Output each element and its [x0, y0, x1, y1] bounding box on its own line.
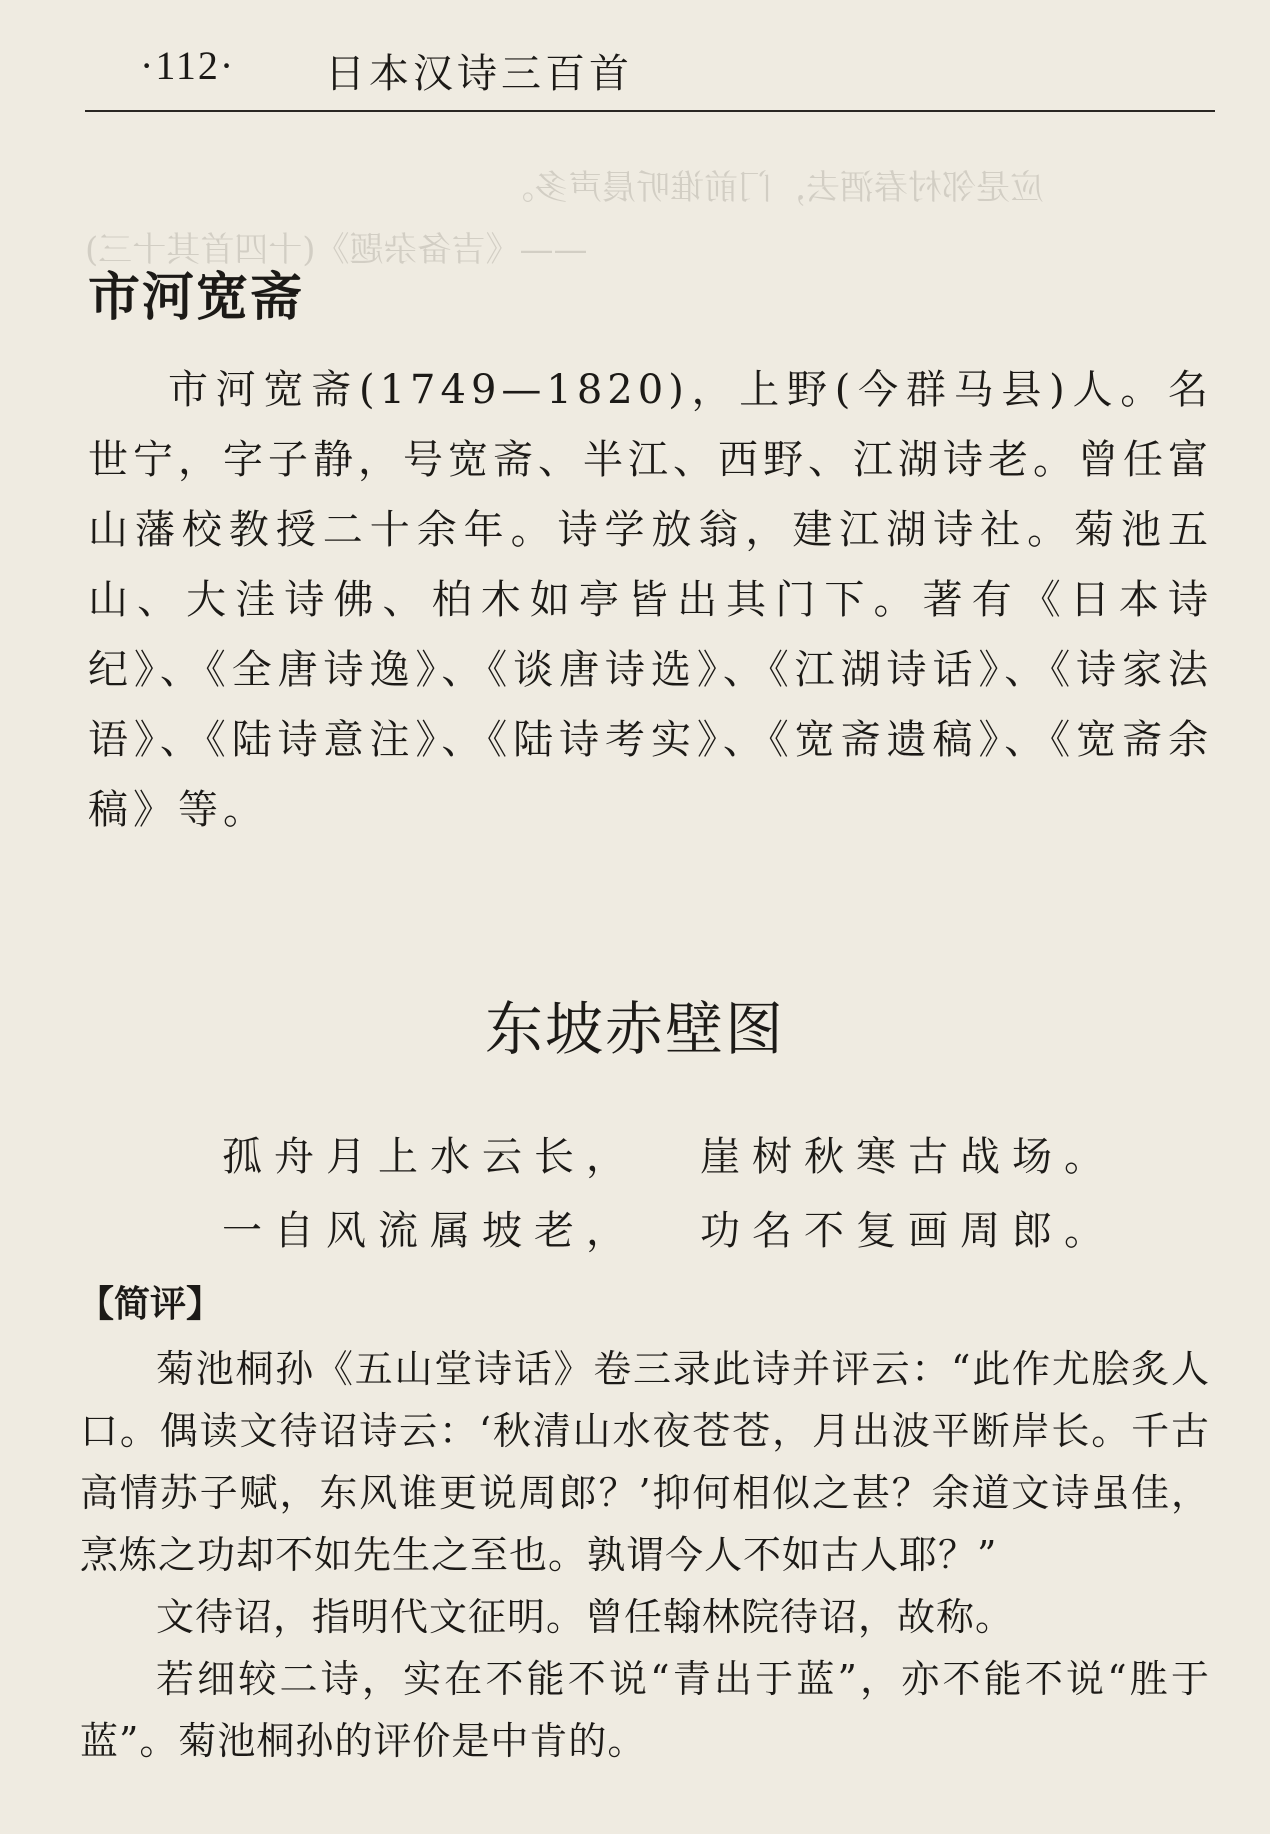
- poem-couplet: [222, 1199, 1182, 1273]
- comment-heading: 【简评】: [78, 1284, 223, 1325]
- running-header: [85, 42, 1215, 104]
- book-title: 日本汉诗三百首: [325, 51, 633, 97]
- poem-line: 孤舟月上水云长，: [222, 1134, 638, 1180]
- comment-paragraph: 若细较二诗，实在不能不说“青出于蓝”，亦不能不说“胜于蓝”。菊池桐孙的评价是中肯的。: [80, 1657, 1210, 1763]
- comment-body: [80, 1338, 1210, 1772]
- author-name: 市河宽斋: [88, 268, 305, 328]
- poem-title: 东坡赤壁图: [484, 995, 785, 1063]
- comment-paragraph: 菊池桐孙《五山堂诗话》卷三录此诗并评云：“此作尤脍炙人口。偶读文待诏诗云：‘秋清山水夜苍苍，月出波平断岸长。千古高情苏子赋，东风谁更说周郎？’抑何相似之甚？余道文诗虽佳，烹炼之功却不如先生之至也。孰谓今人不如古人耶？”: [80, 1347, 1210, 1577]
- poem-line: 一自风流属坡老，: [222, 1208, 638, 1254]
- poem-line: 功名不复画周郎。: [700, 1208, 1116, 1254]
- header-rule: [85, 110, 1215, 112]
- author-bio: 市河宽斋(1749—1820)，上野(今群马县)人。名世宁，字子静，号宽斋、半江、西野、江湖诗老。曾任富山藩校教授二十余年。诗学放翁，建江湖诗社。菊池五山、大洼诗佛、柏木如亭皆出其门下。著有《日本诗纪》、《全唐诗逸》、《谈唐诗选》、《江湖诗话》、《诗家法语》、《陆诗意注》、《陆诗考实》、《宽斋遗稿》、《宽斋余稿》等。: [88, 367, 1213, 833]
- poem-body: [222, 1125, 1182, 1273]
- poem-couplet: [222, 1125, 1182, 1199]
- bleed-through-text: ——《吉备杂题》(十四首其十三): [85, 230, 588, 270]
- poem-line: 崖树秋寒古战场。: [700, 1134, 1116, 1180]
- page-number: ·112·: [140, 43, 236, 88]
- comment-paragraph: 文待诏，指明代文征明。曾任翰林院待诏，故称。: [156, 1595, 1015, 1639]
- bleed-through-text: 应是邻村春酒去，门前谁听晨声多。: [500, 168, 1044, 208]
